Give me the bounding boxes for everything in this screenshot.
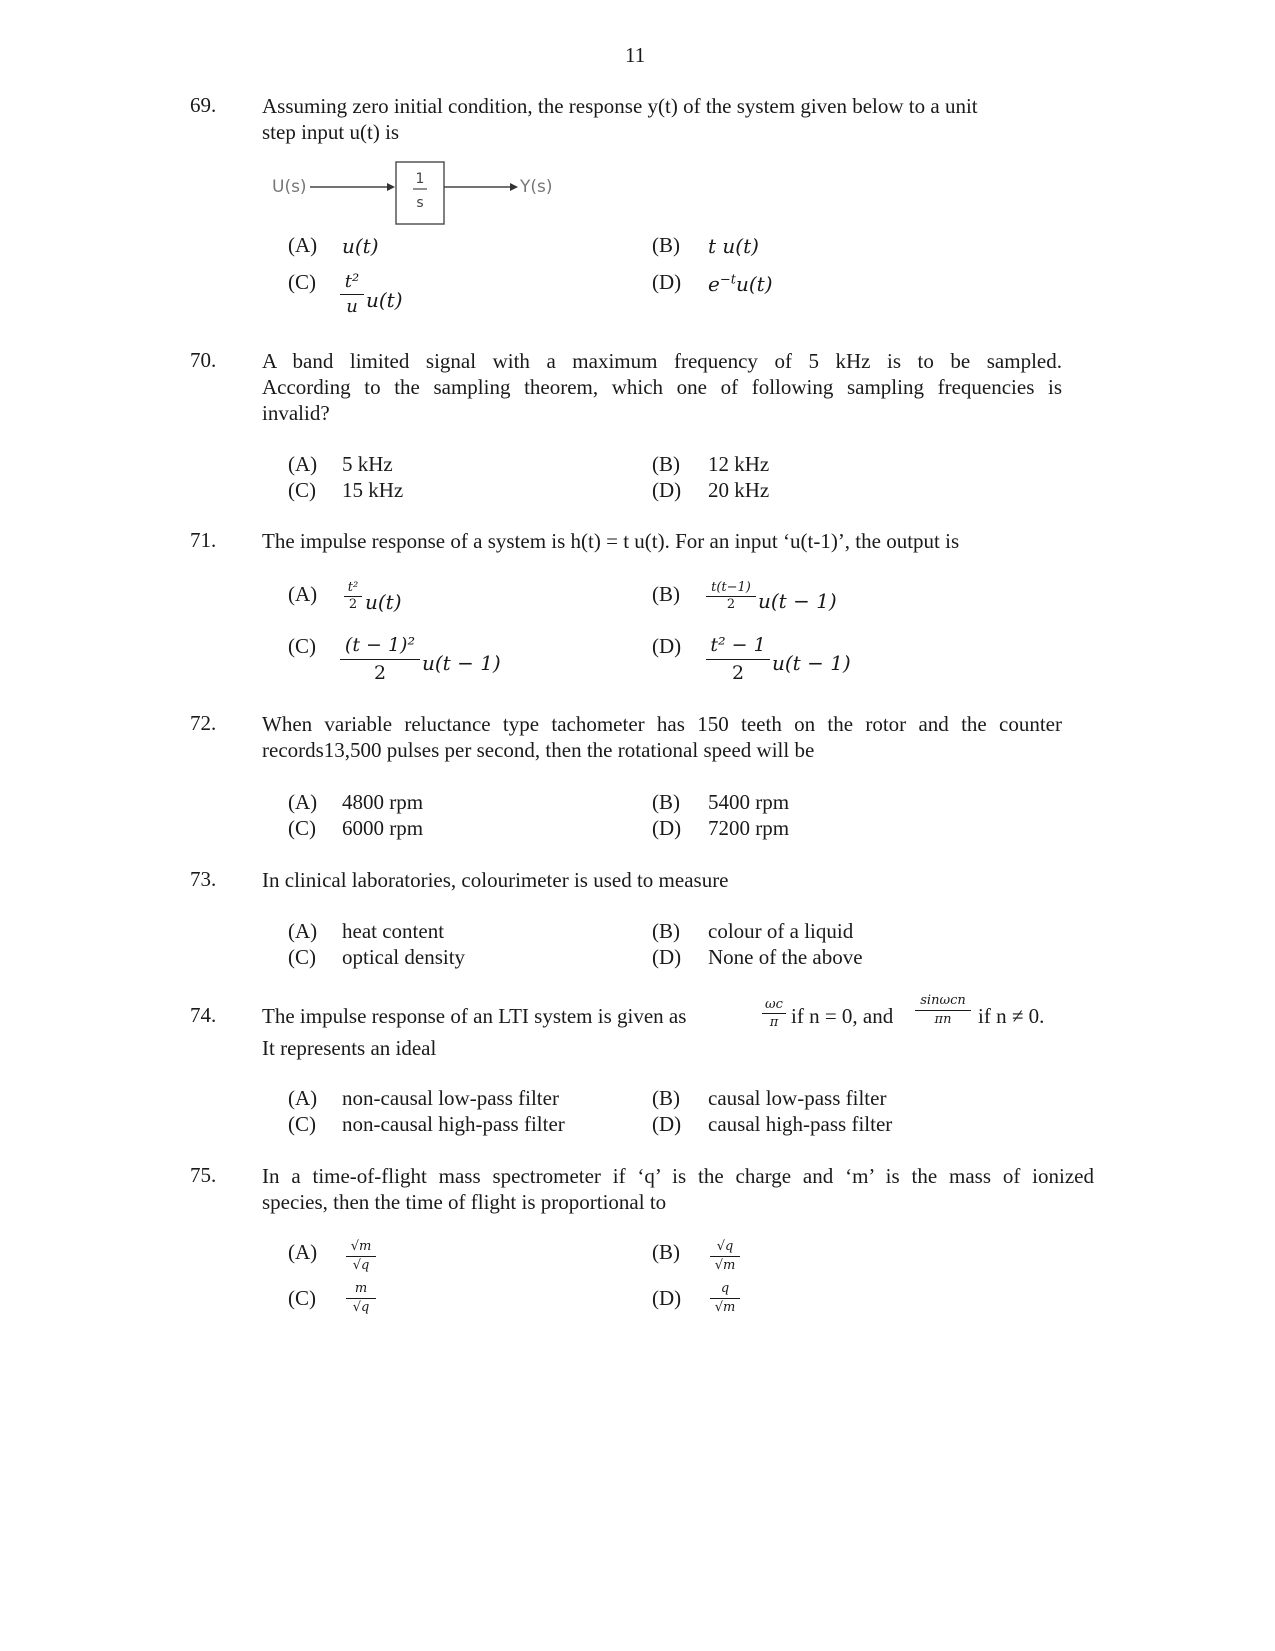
block-diagram (262, 150, 582, 230)
block-numerator: 1 (415, 171, 425, 187)
option-b-label: (B) (652, 452, 680, 476)
question-number: 69. (190, 93, 217, 117)
arrow-head (510, 183, 518, 191)
fraction-numerator: t(t−1) (706, 580, 756, 597)
fraction-sinc (915, 992, 971, 1029)
question-text: It represents an ideal (262, 1036, 437, 1060)
question-text (262, 1163, 1094, 1215)
option-b-text: 5400 rpm (708, 790, 790, 814)
fraction-numerator: t² (344, 580, 362, 597)
option-c-fraction (340, 632, 420, 687)
question-text: In clinical laboratories, colourimeter is used to measure (262, 868, 729, 892)
question-number: 73. (190, 867, 217, 891)
option-a-text: non-causal low-pass filter (342, 1086, 559, 1110)
option-d-label: (D) (652, 945, 682, 969)
question-text-line: A band limited signal with a maximum frequency of 5 kHz is to be sampled. (262, 349, 1062, 373)
question-number: 71. (190, 528, 217, 552)
option-c-text: 15 kHz (342, 478, 404, 502)
question-text-line: According to the sampling theorem, which one of following sampling frequencies is (262, 375, 1062, 399)
option-a-text: heat content (342, 919, 445, 943)
option-a-label: (A) (288, 790, 318, 814)
question-text-line: When variable reluctance type tachometer has 150 teeth on the rotor and the counter (262, 712, 1062, 736)
option-b-label: (B) (652, 582, 680, 606)
output-label: Y(s) (520, 177, 553, 197)
option-d-text: None of the above (708, 945, 863, 969)
question-text-line: species, then the time of flight is proportional to (262, 1190, 667, 1214)
fraction-denominator: √q (352, 1300, 370, 1315)
option-b-label: (B) (652, 919, 680, 943)
fraction-denominator: √m (714, 1300, 736, 1315)
fraction-numerator: (t − 1)² (340, 632, 420, 660)
exp-base: e (708, 272, 720, 296)
option-b-label: (B) (652, 1086, 680, 1110)
fraction-numerator: √q (710, 1238, 740, 1257)
fraction-denominator: πn (934, 1012, 952, 1027)
option-a-label: (A) (288, 919, 318, 943)
exponent: −t (719, 272, 736, 288)
block-denominator: s (416, 195, 424, 211)
option-d-fraction (706, 632, 770, 687)
option-d-label: (D) (652, 816, 682, 840)
question-text: if n = 0, and (791, 1004, 894, 1028)
option-d-text: 7200 rpm (708, 816, 790, 840)
option-c-label: (C) (288, 816, 316, 840)
option-d-text: 20 kHz (708, 478, 770, 502)
arrow-head (387, 183, 395, 191)
fraction-numerator: t² − 1 (706, 632, 770, 660)
fraction-denominator: 2 (731, 662, 745, 684)
option-b-tail: u(t − 1) (758, 589, 837, 613)
fraction-numerator: t² (340, 270, 364, 295)
option-a-text: 4800 rpm (342, 790, 424, 814)
option-d-fraction (710, 1280, 740, 1317)
question-text-line: records13,500 pulses per second, then the rotational speed will be (262, 738, 815, 762)
option-b-label: (B) (652, 1240, 680, 1264)
question-text (262, 711, 1062, 763)
question-number: 72. (190, 711, 217, 735)
question-text-line: Assuming zero initial condition, the response y(t) of the system given below to a unit (262, 94, 978, 118)
option-c-fraction (346, 1280, 376, 1317)
input-label: U(s) (272, 177, 307, 197)
option-a-tail: u(t) (365, 590, 402, 614)
option-d-text (708, 272, 773, 296)
question-text (262, 348, 1062, 426)
option-a-label: (A) (288, 452, 318, 476)
option-d-label: (D) (652, 270, 682, 294)
page-number: 11 (625, 43, 646, 67)
option-a-text: u(t) (342, 234, 379, 258)
option-a-label: (A) (288, 1086, 318, 1110)
fraction-wc-over-pi (762, 996, 786, 1031)
question-number: 74. (190, 1003, 217, 1027)
option-c-label: (C) (288, 1112, 316, 1136)
question-text: The impulse response of an LTI system is given as (262, 1004, 687, 1028)
question-text: The impulse response of a system is h(t) = t u(t). For an input ‘u(t-1)’, the output is (262, 529, 960, 553)
option-b-text: 12 kHz (708, 452, 770, 476)
question-text (262, 93, 1062, 145)
fraction-numerator: ωc (762, 996, 786, 1014)
option-d-label: (D) (652, 1286, 682, 1310)
fraction-numerator: √m (346, 1238, 376, 1257)
option-b-fraction (710, 1238, 740, 1275)
question-text-line: In a time-of-flight mass spectrometer if ‘q’ is the charge and ‘m’ is the mass of ionized (262, 1164, 1094, 1188)
question-number: 70. (190, 348, 217, 372)
option-d-label: (D) (652, 634, 682, 658)
option-c-label: (C) (288, 634, 316, 658)
option-d-text: causal high-pass filter (708, 1112, 893, 1136)
fraction-denominator: √q (352, 1258, 370, 1273)
option-a-label: (A) (288, 1240, 318, 1264)
fraction-numerator: sinωcn (915, 992, 971, 1011)
option-b-label: (B) (652, 790, 680, 814)
option-b-text: t u(t) (708, 234, 759, 258)
option-c-fraction (340, 270, 364, 319)
option-b-text: colour of a liquid (708, 919, 854, 943)
fraction-denominator: √m (714, 1258, 736, 1273)
option-a-text: 5 kHz (342, 452, 393, 476)
fraction-denominator: 2 (348, 597, 358, 612)
fraction-numerator: m (346, 1280, 376, 1299)
option-c-tail: u(t) (366, 288, 403, 312)
option-c-label: (C) (288, 270, 316, 294)
option-d-label: (D) (652, 1112, 682, 1136)
question-text-line: invalid? (262, 401, 330, 425)
fraction-denominator: π (769, 1015, 779, 1030)
option-b-fraction (706, 580, 756, 613)
option-d-label: (D) (652, 478, 682, 502)
exp-tail: u(t) (735, 272, 773, 296)
option-c-tail: u(t − 1) (422, 651, 501, 675)
option-c-label: (C) (288, 945, 316, 969)
option-c-text: non-causal high-pass filter (342, 1112, 565, 1136)
option-c-text: 6000 rpm (342, 816, 424, 840)
question-text: if n ≠ 0. (978, 1004, 1045, 1028)
fraction-denominator: 2 (373, 662, 387, 684)
option-a-label: (A) (288, 582, 318, 606)
option-a-fraction (344, 580, 362, 613)
fraction-denominator: 2 (726, 597, 736, 612)
option-a-label: (A) (288, 233, 318, 257)
option-b-text: causal low-pass filter (708, 1086, 887, 1110)
option-c-label: (C) (288, 478, 316, 502)
option-b-label: (B) (652, 233, 680, 257)
question-number: 75. (190, 1163, 217, 1187)
option-c-text: optical density (342, 945, 466, 969)
question-text-line: step input u(t) is (262, 120, 400, 144)
fraction-denominator: u (346, 296, 358, 317)
option-d-tail: u(t − 1) (772, 651, 851, 675)
option-a-fraction (346, 1238, 376, 1275)
fraction-numerator: q (710, 1280, 740, 1299)
option-c-label: (C) (288, 1286, 316, 1310)
